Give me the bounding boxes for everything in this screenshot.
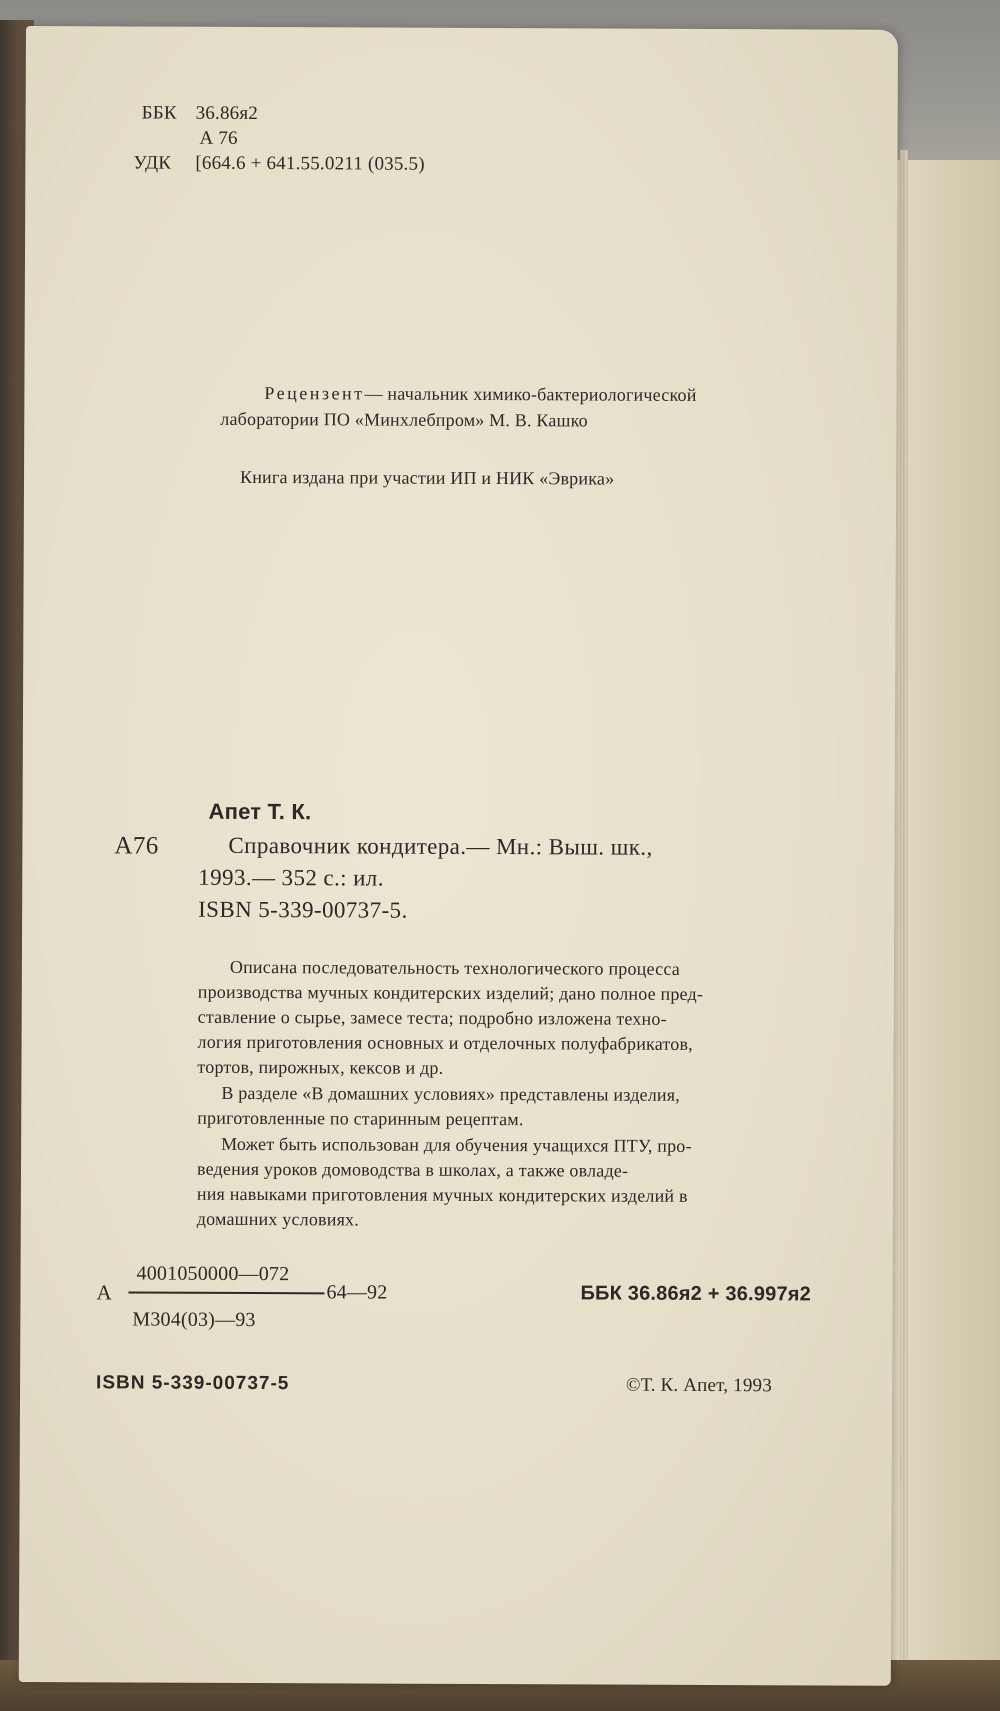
bbk-final: ББК 36.86я2 + 36.997я2 <box>580 1282 812 1306</box>
catalog-author: Апет Т. К. <box>208 798 312 825</box>
pubcode-letter: А <box>96 1280 112 1305</box>
annotation-line: ведения уроков домоводства в школах, а также овладе- <box>196 1158 629 1181</box>
annotation-line: приготовленные по старинным рецептам. <box>197 1107 524 1130</box>
page-stack-edge <box>900 150 908 1690</box>
reviewer-prefix: Рецензент <box>264 383 365 404</box>
annotation-line: тортов, пирожных, кексов и др. <box>197 1056 444 1078</box>
pubcode-denominator: М304(03)—93 <box>132 1308 256 1332</box>
pubcode-suffix: 64—92 <box>326 1281 388 1304</box>
bbk-label: ББК <box>141 102 177 124</box>
author-mark: А 76 <box>199 127 238 149</box>
reviewer-line-2: лаборатории ПО «Минхлебпром» М. В. Кашко <box>220 408 588 431</box>
catalog-isbn: ISBN 5-339-00737-5. <box>198 896 408 923</box>
annotation-line: Описана последовательность технологического процесса <box>229 956 681 979</box>
annotation-line: В разделе «В домашних условиях» представлены изделия, <box>221 1082 681 1105</box>
book-page <box>19 26 898 1686</box>
catalog-title-line: Справочник кондитера.— Мн.: Выш. шк., <box>228 832 653 860</box>
pubcode-numerator: 4001050000—072 <box>136 1262 290 1286</box>
annotation-line: Может быть использован для обучения учащихся ПТУ, про- <box>221 1133 692 1156</box>
udk-code: [664.6 + 641.55.0211 (035.5) <box>195 152 425 175</box>
udk-label: УДК <box>133 152 172 174</box>
annotation-line: ставление о сырье, замесе теста; подробно изложена техно- <box>197 1006 667 1029</box>
annotation-line: логия приготовления основных и отделочных полуфабрикатов, <box>197 1031 693 1054</box>
footer-isbn: ISBN 5-339-00737-5 <box>96 1372 290 1395</box>
reviewer-line-1 <box>264 383 696 406</box>
bbk-code: 36.86я2 <box>195 102 259 125</box>
catalog-pub-line: 1993.— 352 с.: ил. <box>198 864 384 891</box>
publisher-note: Книга издана при участии ИП и НИК «Эврика» <box>239 466 615 489</box>
annotation-line: ния навыками приготовления мучных кондитерских изделий в <box>196 1183 688 1206</box>
copyright: ©Т. К. Апет, 1993 <box>626 1374 773 1397</box>
fraction-bar <box>128 1291 324 1294</box>
annotation-line: домашних условиях. <box>196 1208 360 1230</box>
reviewer-rest: — начальник химико-бактериологической <box>364 383 697 405</box>
annotation-line: производства мучных кондитерских изделий; дано полное пред- <box>197 981 704 1004</box>
catalog-mark: А76 <box>114 832 159 860</box>
